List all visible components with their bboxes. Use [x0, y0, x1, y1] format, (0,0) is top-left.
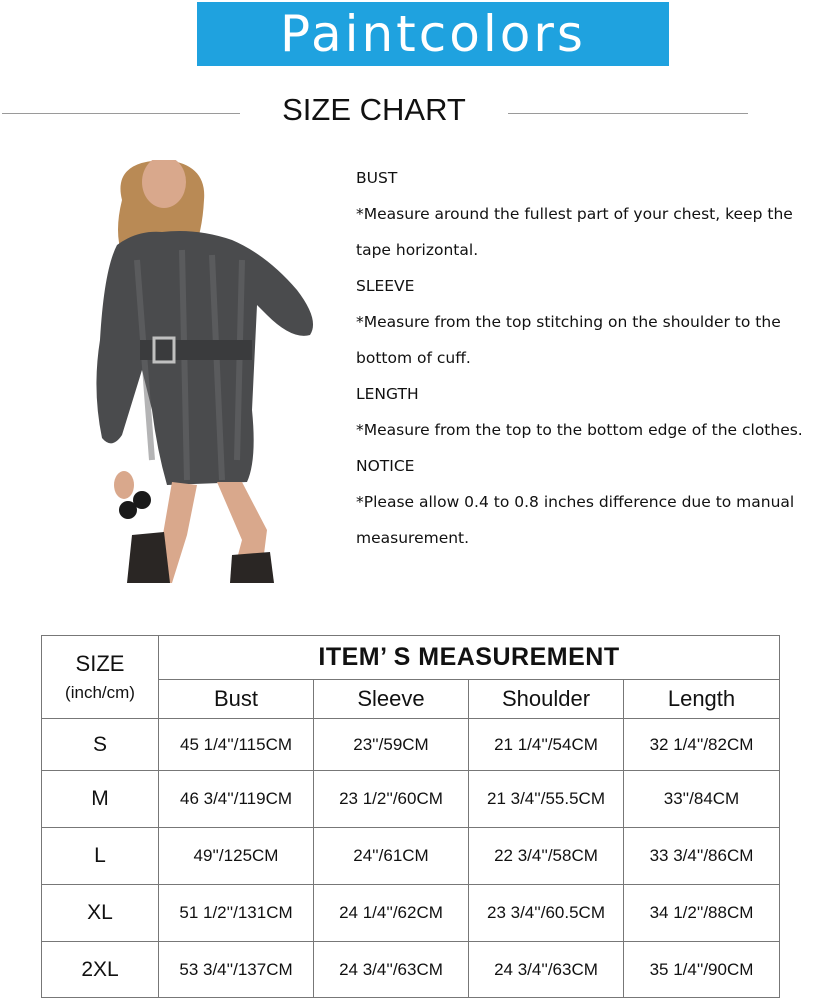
table-cell: 23''/59CM	[314, 719, 469, 771]
brand-logo	[197, 2, 669, 66]
table-cell: 51 1/2''/131CM	[159, 885, 314, 942]
table-row	[42, 828, 780, 885]
brand-logo-text: Paintcolors	[280, 5, 586, 63]
size-label: M	[42, 771, 159, 828]
table-cell: 33 3/4''/86CM	[624, 828, 780, 885]
table-cell: 53 3/4''/137CM	[159, 942, 314, 998]
size-label: S	[42, 719, 159, 771]
column-header-length: Length	[624, 680, 780, 719]
note-line: LENGTH	[356, 385, 419, 403]
size-column-header	[42, 636, 159, 719]
table-cell: 32 1/4''/82CM	[624, 719, 780, 771]
table-cell: 33''/84CM	[624, 771, 780, 828]
note-line: NOTICE	[356, 457, 415, 475]
table-row	[42, 771, 780, 828]
table-cell: 46 3/4''/119CM	[159, 771, 314, 828]
title-divider-right	[508, 113, 748, 114]
table-cell: 23 1/2''/60CM	[314, 771, 469, 828]
note-line: tape horizontal.	[356, 241, 479, 259]
title-divider-left	[2, 113, 240, 114]
size-label: L	[42, 828, 159, 885]
table-cell: 21 1/4''/54CM	[469, 719, 624, 771]
table-row	[42, 942, 780, 998]
size-table	[41, 635, 780, 998]
table-row	[42, 719, 780, 771]
note-line: *Please allow 0.4 to 0.8 inches difference due to manual	[356, 493, 795, 511]
table-cell: 24 3/4''/63CM	[469, 942, 624, 998]
note-line: *Measure around the fullest part of your chest, keep the	[356, 205, 793, 223]
note-line: BUST	[356, 169, 398, 187]
note-line: measurement.	[356, 529, 470, 547]
table-cell: 49''/125CM	[159, 828, 314, 885]
note-line: bottom of cuff.	[356, 349, 471, 367]
size-label: XL	[42, 885, 159, 942]
table-cell: 35 1/4''/90CM	[624, 942, 780, 998]
table-cell: 24 1/4''/62CM	[314, 885, 469, 942]
note-line: *Measure from the top stitching on the shoulder to the	[356, 313, 781, 331]
model-photo	[92, 160, 327, 583]
table-cell: 24''/61CM	[314, 828, 469, 885]
column-header-sleeve: Sleeve	[314, 680, 469, 719]
table-cell: 34 1/2''/88CM	[624, 885, 780, 942]
measurement-header: ITEM’ S MEASUREMENT	[159, 636, 780, 680]
size-header-label: SIZE	[75, 651, 125, 676]
page-title: SIZE CHART	[282, 92, 466, 127]
unit-header-label: (inch/cm)	[65, 683, 135, 702]
table-cell: 22 3/4''/58CM	[469, 828, 624, 885]
note-line: SLEEVE	[356, 277, 415, 295]
measurement-notes	[356, 160, 811, 556]
column-header-shoulder: Shoulder	[469, 680, 624, 719]
table-cell: 24 3/4''/63CM	[314, 942, 469, 998]
table-cell: 45 1/4''/115CM	[159, 719, 314, 771]
column-header-bust: Bust	[159, 680, 314, 719]
table-cell: 21 3/4''/55.5CM	[469, 771, 624, 828]
table-cell: 23 3/4''/60.5CM	[469, 885, 624, 942]
size-label: 2XL	[42, 942, 159, 998]
table-row	[42, 885, 780, 942]
note-line: *Measure from the top to the bottom edge of the clothes.	[356, 421, 803, 439]
